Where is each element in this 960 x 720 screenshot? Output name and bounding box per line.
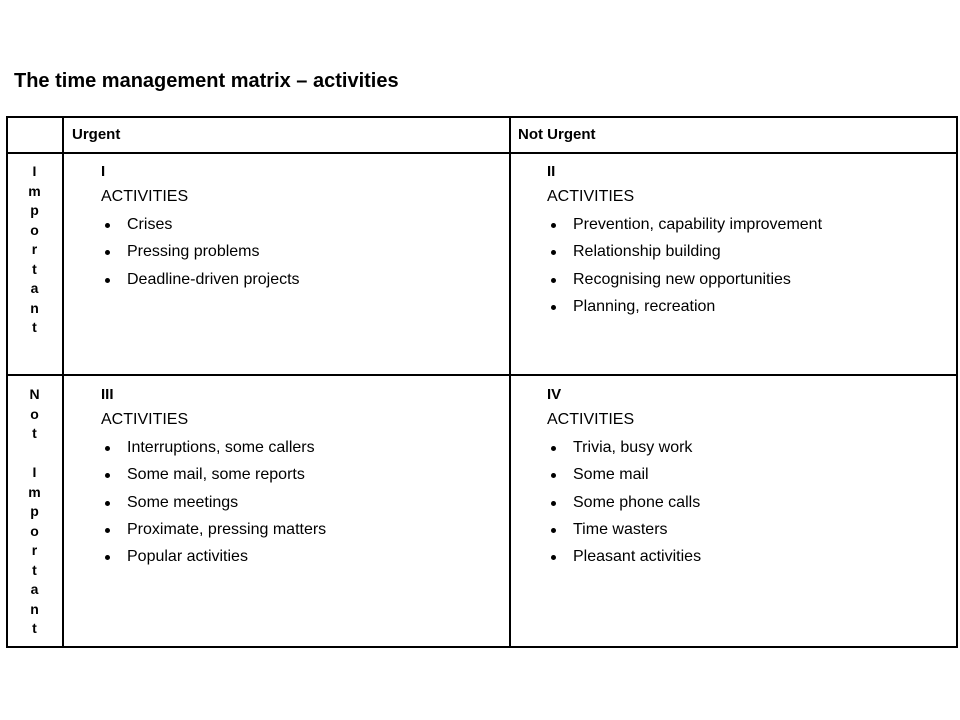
row-label-not-important	[6, 385, 63, 639]
header-not-urgent: Not Urgent	[518, 126, 596, 143]
list-item: Popular activities	[101, 543, 326, 570]
row-label-letter: m	[28, 483, 41, 500]
quadrant-4	[547, 384, 701, 570]
row-label-letter: p	[30, 202, 39, 218]
row-label-letter: t	[32, 620, 37, 636]
quadrant-2	[547, 161, 822, 320]
quadrant-heading: ACTIVITIES	[547, 188, 635, 205]
row-label-letter: a	[30, 581, 39, 597]
list-item: Time wasters	[547, 516, 701, 543]
row-label-important	[6, 162, 63, 338]
quadrant-heading: ACTIVITIES	[547, 411, 635, 428]
row-label-letter: o	[30, 221, 39, 238]
row-label-letter: r	[31, 542, 38, 558]
quadrant-heading: ACTIVITIES	[101, 188, 189, 205]
quadrant-numeral: II	[547, 163, 556, 180]
quadrant-3	[101, 384, 326, 570]
row-label-letter: I	[32, 464, 37, 480]
row-label-letter: n	[30, 600, 39, 617]
activity-list	[547, 434, 701, 570]
list-item: Recognising new opportunities	[547, 266, 822, 293]
border-top	[6, 116, 958, 118]
list-item: Some meetings	[101, 489, 326, 516]
quadrant-numeral: I	[101, 163, 106, 180]
quadrant-1	[101, 161, 300, 293]
list-item: Some mail	[547, 461, 701, 488]
quadrant-heading: ACTIVITIES	[101, 411, 189, 428]
row-label-letter: a	[30, 280, 39, 296]
row-label-letter: t	[32, 260, 37, 277]
list-item: Pressing problems	[101, 238, 300, 265]
column-divider	[509, 116, 511, 648]
list-item: Planning, recreation	[547, 293, 822, 320]
quadrant-numeral: IV	[547, 386, 562, 403]
row-label-letter: t	[32, 425, 37, 441]
page-title: The time management matrix – activities	[14, 70, 399, 92]
list-item: Proximate, pressing matters	[101, 516, 326, 543]
list-item: Some mail, some reports	[101, 461, 326, 488]
row-label-letter: t	[32, 561, 37, 578]
list-item: Trivia, busy work	[547, 434, 701, 461]
quadrant-numeral: III	[101, 386, 114, 403]
row-label-letter	[6, 444, 63, 464]
row-label-letter: N	[29, 386, 40, 402]
row-label-letter: r	[31, 241, 38, 257]
list-item: Interruptions, some callers	[101, 434, 326, 461]
list-item: Crises	[101, 211, 300, 238]
list-item: Some phone calls	[547, 489, 701, 516]
list-item: Deadline-driven projects	[101, 266, 300, 293]
activity-list	[101, 434, 326, 570]
row-divider	[6, 374, 958, 376]
row-label-letter: o	[30, 522, 39, 539]
border-right	[956, 116, 958, 648]
row-label-letter: p	[30, 503, 39, 519]
activity-list	[101, 211, 300, 293]
activity-list	[547, 211, 822, 320]
row-label-letter: t	[32, 319, 37, 335]
row-label-letter: o	[30, 405, 39, 422]
row-label-letter: I	[32, 163, 37, 179]
list-item: Relationship building	[547, 238, 822, 265]
header-divider	[6, 152, 958, 154]
list-item: Pleasant activities	[547, 543, 701, 570]
header-urgent: Urgent	[72, 126, 121, 143]
row-label-letter: n	[30, 299, 39, 316]
row-label-letter: m	[28, 182, 41, 199]
list-item: Prevention, capability improvement	[547, 211, 822, 238]
border-bottom	[6, 646, 958, 648]
